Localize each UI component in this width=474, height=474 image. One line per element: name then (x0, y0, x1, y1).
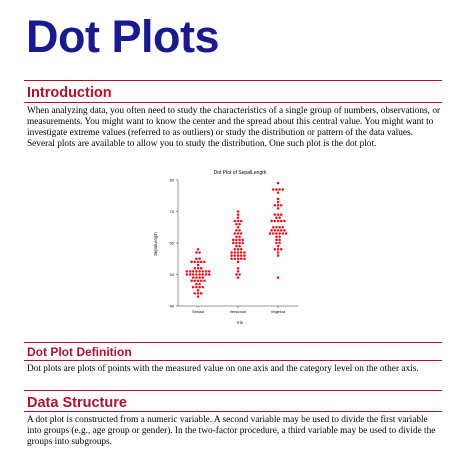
data-point-virginica (280, 204, 283, 207)
data-point-setosa (198, 270, 201, 273)
data-point-versicolor (237, 213, 240, 216)
data-point-virginica (274, 213, 277, 216)
data-point-virginica (278, 188, 281, 191)
data-point-setosa (195, 276, 198, 279)
data-point-virginica (270, 229, 273, 232)
y-tick-label: 70 (169, 208, 174, 214)
data-point-setosa (195, 286, 198, 289)
data-point-versicolor (237, 267, 240, 270)
data-point-virginica (280, 213, 283, 216)
data-point-versicolor (243, 251, 246, 254)
data-point-versicolor (238, 235, 241, 238)
section-rule-bottom (24, 411, 442, 412)
data-point-virginica (280, 248, 283, 251)
data-point-virginica (282, 188, 285, 191)
y-tick-label: 40 (169, 303, 174, 309)
data-point-versicolor (234, 232, 237, 235)
data-point-virginica (280, 229, 283, 232)
introduction-text: When analyzing data, you often need to study the characteristics of a single group of numbers, observations, or measurements. You might want to know the center and the spread about this central value. You might want to investigate extreme values (referred to as outliers) or study the distribution or pattern of the data values. Several plots are available to allow you to study the distribution. One such plot is the dot plot. (27, 106, 441, 149)
data-point-virginica (274, 204, 277, 207)
data-point-setosa (200, 280, 203, 283)
data-point-setosa (198, 286, 201, 289)
data-point-versicolor (237, 210, 240, 213)
data-point-setosa (200, 261, 203, 264)
data-point-setosa (205, 273, 208, 276)
page-title: Dot Plots (26, 11, 219, 62)
data-point-virginica (274, 248, 277, 251)
x-tick-label: Versicolor (229, 310, 247, 314)
data-point-setosa (202, 286, 205, 289)
data-point-setosa (200, 292, 203, 295)
data-point-versicolor (237, 251, 240, 254)
data-point-setosa (192, 270, 195, 273)
data-point-virginica (275, 242, 278, 245)
data-point-versicolor (230, 251, 233, 254)
data-point-virginica (277, 245, 280, 248)
data-point-setosa (190, 261, 193, 264)
data-point-virginica (275, 188, 278, 191)
data-point-virginica (272, 226, 275, 229)
data-point-versicolor (235, 245, 238, 248)
data-point-setosa (194, 292, 197, 295)
data-point-virginica (274, 229, 277, 232)
dot-plot-chart (148, 166, 308, 326)
data-point-versicolor (235, 223, 238, 226)
data-point-virginica (283, 220, 286, 223)
y-tick-label: 80 (169, 177, 174, 183)
data-point-versicolor (235, 229, 238, 232)
data-point-setosa (208, 273, 211, 276)
data-point-setosa (205, 270, 208, 273)
y-tick-label: 50 (169, 271, 174, 277)
data-point-virginica (278, 232, 281, 235)
data-point-versicolor (238, 229, 241, 232)
data-point-versicolor (240, 232, 243, 235)
data-point-setosa (195, 251, 198, 254)
data-point-setosa (192, 273, 195, 276)
section-rule-top (24, 342, 442, 343)
data-point-setosa (197, 248, 200, 251)
data-point-versicolor (238, 245, 241, 248)
data-point-setosa (189, 270, 192, 273)
data-point-versicolor (235, 273, 238, 276)
data-point-setosa (203, 261, 206, 264)
data-point-versicolor (237, 232, 240, 235)
chart-title: Dot Plot of SepalLength (213, 170, 267, 176)
data-point-virginica (277, 198, 280, 201)
data-point-versicolor (238, 223, 241, 226)
data-point-setosa (195, 258, 198, 261)
section-rule-top (24, 390, 442, 391)
data-point-versicolor (232, 242, 235, 245)
data-point-setosa (202, 270, 205, 273)
data-point-setosa (198, 251, 201, 254)
data-point-setosa (197, 264, 200, 267)
data-point-setosa (197, 292, 200, 295)
data-point-setosa (208, 270, 211, 273)
x-tick-label: Setosa (192, 310, 204, 314)
data-point-virginica (277, 213, 280, 216)
data-point-versicolor (235, 235, 238, 238)
data-point-setosa (198, 258, 201, 261)
data-point-setosa (197, 267, 200, 270)
data-point-setosa (203, 280, 206, 283)
data-point-versicolor (243, 254, 246, 257)
data-point-versicolor (234, 258, 237, 261)
data-point-versicolor (234, 251, 237, 254)
data-point-versicolor (243, 258, 246, 261)
data-point-virginica (278, 239, 281, 242)
data-point-virginica (285, 232, 288, 235)
data-point-setosa (197, 280, 200, 283)
data-point-virginica (275, 226, 278, 229)
data-point-virginica (278, 235, 281, 238)
data-point-setosa (200, 267, 203, 270)
data-point-virginica (277, 204, 280, 207)
data-point-setosa (198, 273, 201, 276)
data-point-setosa (186, 270, 189, 273)
data-point-virginica (274, 220, 277, 223)
data-point-versicolor (235, 239, 238, 242)
data-point-virginica (277, 276, 280, 279)
data-structure-heading: Data Structure (27, 395, 127, 411)
data-point-virginica (275, 235, 278, 238)
chart-x-axis-label: Iris (237, 320, 243, 325)
data-point-virginica (277, 254, 280, 257)
data-point-versicolor (235, 242, 238, 245)
data-point-setosa (194, 280, 197, 283)
data-point-versicolor (242, 239, 245, 242)
data-point-setosa (202, 276, 205, 279)
data-point-setosa (194, 261, 197, 264)
data-point-versicolor (238, 273, 241, 276)
chart-y-axis-label: SepalLength (153, 232, 158, 256)
data-point-versicolor (234, 220, 237, 223)
data-point-setosa (192, 276, 195, 279)
y-tick-label: 60 (169, 240, 174, 246)
data-point-virginica (272, 232, 275, 235)
section-rule-bottom (24, 102, 442, 103)
data-point-virginica (277, 220, 280, 223)
x-tick-label: Virginica (270, 310, 286, 314)
data-point-virginica (277, 248, 280, 251)
data-point-virginica (277, 201, 280, 204)
data-point-virginica (283, 229, 286, 232)
introduction-heading: Introduction (27, 85, 112, 101)
data-point-virginica (277, 251, 280, 254)
data-point-setosa (195, 273, 198, 276)
data-point-virginica (275, 232, 278, 235)
data-point-setosa (192, 286, 195, 289)
data-point-virginica (282, 226, 285, 229)
data-point-virginica (269, 232, 272, 235)
data-structure-text: A dot plot is constructed from a numeric variable. A second variable may be used to divide the first variable into groups (e.g., age group or gender). In the two-factor procedure, a third variable may be used to divide the groups into subgroups. (27, 415, 436, 447)
data-point-versicolor (237, 276, 240, 279)
data-point-versicolor (237, 248, 240, 251)
data-point-virginica (278, 226, 281, 229)
data-point-versicolor (240, 251, 243, 254)
data-point-versicolor (237, 258, 240, 261)
data-point-versicolor (234, 254, 237, 257)
data-point-versicolor (240, 258, 243, 261)
data-point-versicolor (240, 220, 243, 223)
data-point-virginica (277, 182, 280, 185)
data-point-versicolor (230, 254, 233, 257)
data-point-setosa (194, 267, 197, 270)
data-point-versicolor (237, 226, 240, 229)
data-point-versicolor (237, 270, 240, 273)
data-point-setosa (197, 295, 200, 298)
definition-text: Dot plots are plots of points with the measured value on one axis and the category level on the other axis. (27, 364, 419, 374)
data-point-virginica (275, 239, 278, 242)
data-point-virginica (272, 188, 275, 191)
data-point-setosa (186, 273, 189, 276)
data-point-versicolor (240, 248, 243, 251)
data-point-virginica (275, 217, 278, 220)
data-point-versicolor (237, 254, 240, 257)
data-point-virginica (277, 229, 280, 232)
data-point-setosa (197, 289, 200, 292)
data-point-virginica (278, 242, 281, 245)
data-point-versicolor (238, 239, 241, 242)
section-rule-top (24, 80, 442, 81)
definition-heading: Dot Plot Definition (27, 345, 132, 359)
data-point-versicolor (237, 217, 240, 220)
data-point-setosa (190, 280, 193, 283)
data-point-setosa (197, 261, 200, 264)
data-point-setosa (195, 270, 198, 273)
data-point-virginica (277, 207, 280, 210)
data-point-setosa (198, 283, 201, 286)
data-point-versicolor (232, 239, 235, 242)
dot-plot-svg (148, 166, 308, 326)
data-point-setosa (195, 283, 198, 286)
data-point-versicolor (238, 242, 241, 245)
data-point-virginica (277, 191, 280, 194)
data-point-setosa (189, 273, 192, 276)
data-point-versicolor (237, 220, 240, 223)
data-point-virginica (282, 232, 285, 235)
data-point-versicolor (240, 254, 243, 257)
data-point-versicolor (242, 242, 245, 245)
data-point-versicolor (230, 258, 233, 261)
data-point-virginica (270, 220, 273, 223)
data-point-virginica (278, 217, 281, 220)
data-point-virginica (280, 220, 283, 223)
data-point-setosa (202, 273, 205, 276)
data-point-versicolor (237, 261, 240, 264)
data-point-versicolor (234, 248, 237, 251)
section-rule-bottom (24, 360, 442, 361)
data-point-setosa (198, 276, 201, 279)
